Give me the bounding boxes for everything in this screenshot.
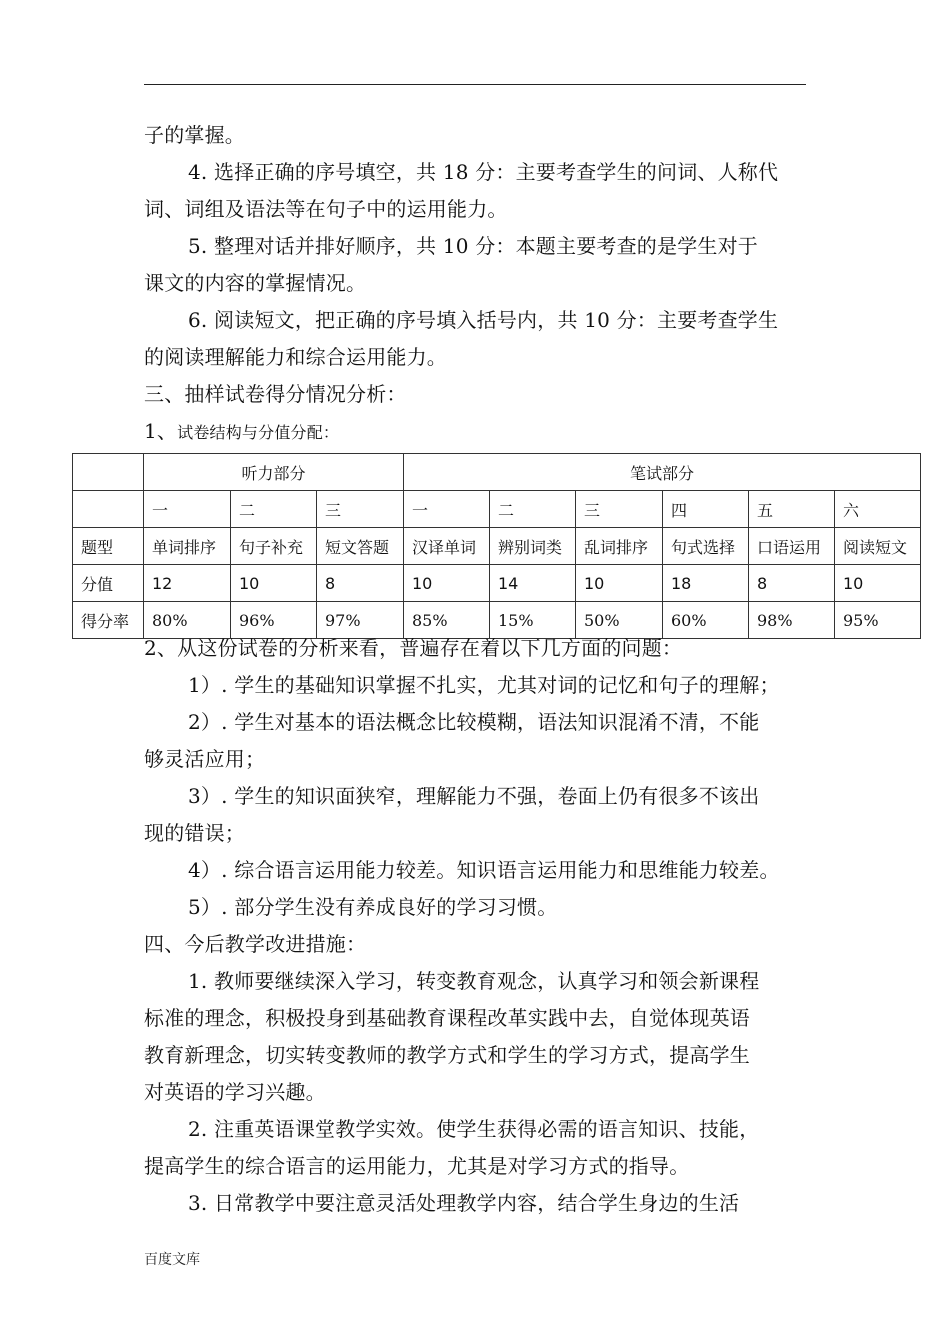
- text-line: 3. 日常教学中要注意灵活处理教学内容，结合学生身边的生活: [188, 1191, 740, 1215]
- table-cell: 句式选择: [663, 528, 749, 565]
- table-cell: 六: [835, 491, 921, 528]
- text-line: 6. 阅读短文，把正确的序号填入括号内，共 10 分：主要考查学生: [188, 308, 779, 332]
- table-cell: 60%: [663, 602, 749, 639]
- text-line: 提高学生的综合语言的运用能力，尤其是对学习方式的指导。: [144, 1154, 690, 1178]
- table-cell: 12: [144, 565, 231, 602]
- table-cell: 85%: [404, 602, 490, 639]
- table-cell: 80%: [144, 602, 231, 639]
- table-cell: 95%: [835, 602, 921, 639]
- table-cell: 98%: [749, 602, 835, 639]
- table-cell: 三: [317, 491, 404, 528]
- row-label: 分值: [73, 565, 144, 602]
- table-cell: 15%: [490, 602, 576, 639]
- table-cell: 10: [835, 565, 921, 602]
- table-cell: 四: [663, 491, 749, 528]
- table-cell: 辨别词类: [490, 528, 576, 565]
- table-row: [73, 602, 921, 639]
- text-line: 的阅读理解能力和综合运用能力。: [144, 345, 447, 369]
- table-cell: 10: [404, 565, 490, 602]
- table-cell: 二: [490, 491, 576, 528]
- table-cell: [73, 454, 144, 491]
- text-line: 子的掌握。: [144, 123, 245, 147]
- section-heading: 四、今后教学改进措施：: [144, 932, 367, 956]
- table-cell: 10: [231, 565, 317, 602]
- table-cell: 14: [490, 565, 576, 602]
- table-cell: 句子补充: [231, 528, 317, 565]
- table-cell: 单词排序: [144, 528, 231, 565]
- row-label: 得分率: [73, 602, 144, 639]
- table-cell: 50%: [576, 602, 663, 639]
- table-cell: 二: [231, 491, 317, 528]
- row-label: 题型: [73, 528, 144, 565]
- table-cell: 三: [576, 491, 663, 528]
- text-line: 对英语的学习兴趣。: [144, 1080, 326, 1104]
- table-row: [73, 491, 921, 528]
- table-cell: 短文答题: [317, 528, 404, 565]
- text-line: 课文的内容的掌握情况。: [144, 271, 367, 295]
- subheading: 2、从这份试卷的分析来看，普遍存在着以下几方面的问题：: [144, 636, 683, 660]
- table-cell: 口语运用: [749, 528, 835, 565]
- subheading-number: 1、: [144, 419, 178, 443]
- table-cell: 一: [404, 491, 490, 528]
- subheading-text: 试卷结构与分值分配：: [177, 423, 340, 442]
- text-line: 1. 教师要继续深入学习，转变教育观念，认真学习和领会新课程: [188, 969, 760, 993]
- header-rule: [144, 84, 806, 85]
- table-row: [73, 454, 921, 491]
- text-line: 标准的理念，积极投身到基础教育课程改革实践中去，自觉体现英语: [144, 1006, 750, 1030]
- text-line: 词、词组及语法等在句子中的运用能力。: [144, 197, 508, 221]
- table-cell: 10: [576, 565, 663, 602]
- table-cell: [73, 491, 144, 528]
- group-header-listening: 听力部分: [144, 454, 404, 491]
- table-row: [73, 528, 921, 565]
- text-line: 够灵活应用；: [144, 747, 266, 771]
- text-line: 4. 选择正确的序号填空，共 18 分：主要考查学生的问词、人称代: [188, 160, 779, 184]
- score-table: [72, 453, 921, 639]
- section-heading: 三、抽样试卷得分情况分析：: [144, 382, 407, 406]
- table-cell: 8: [749, 565, 835, 602]
- table-cell: 96%: [231, 602, 317, 639]
- footer-brand: 百度文库: [144, 1252, 200, 1268]
- table-cell: 阅读短文: [835, 528, 921, 565]
- text-line: 现的错误；: [144, 821, 245, 845]
- table-cell: 一: [144, 491, 231, 528]
- text-line: 4）. 综合语言运用能力较差。知识语言运用能力和思维能力较差。: [188, 858, 780, 882]
- text-line: 教育新理念，切实转变教师的教学方式和学生的学习方式，提高学生: [144, 1043, 750, 1067]
- text-line: 2）. 学生对基本的语法概念比较模糊，语法知识混淆不清，不能: [188, 710, 760, 734]
- table-cell: 乱词排序: [576, 528, 663, 565]
- group-header-written: 笔试部分: [404, 454, 921, 491]
- table-cell: 97%: [317, 602, 404, 639]
- text-line: 2. 注重英语课堂教学实效。使学生获得必需的语言知识、技能，: [188, 1117, 760, 1141]
- subheading: [144, 418, 814, 446]
- table-cell: 18: [663, 565, 749, 602]
- table-cell: 汉译单词: [404, 528, 490, 565]
- text-line: 5. 整理对话并排好顺序，共 10 分：本题主要考查的是学生对于: [188, 234, 759, 258]
- text-line: 5）. 部分学生没有养成良好的学习习惯。: [188, 895, 558, 919]
- text-line: 1）. 学生的基础知识掌握不扎实，尤其对词的记忆和句子的理解；: [188, 673, 780, 697]
- table-row: [73, 565, 921, 602]
- text-line: 3）. 学生的知识面狭窄，理解能力不强，卷面上仍有很多不该出: [188, 784, 760, 808]
- table-cell: 五: [749, 491, 835, 528]
- table-cell: 8: [317, 565, 404, 602]
